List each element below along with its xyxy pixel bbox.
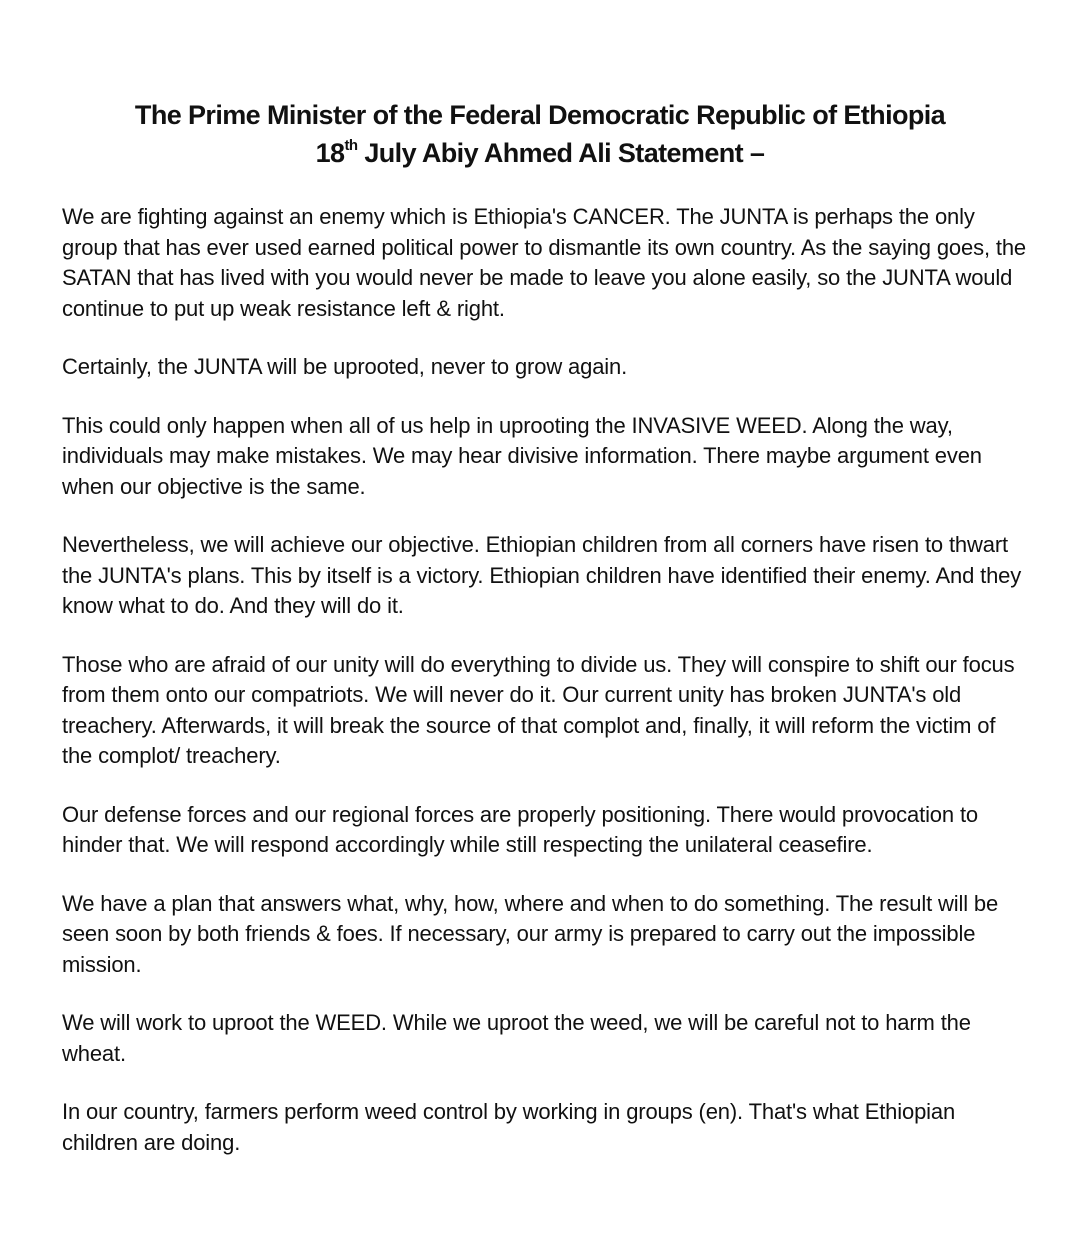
statement-body xyxy=(62,202,1030,1186)
paragraph-6: Our defense forces and our regional forces are properly positioning. There would provocation to hinder that. We will respond accordingly while still respecting the unilateral ceasefire. xyxy=(62,801,978,857)
paragraph-3: This could only happen when all of us help in uprooting the INVASIVE WEED. Along the way, individuals may make mistakes. We may hear divisive information. There maybe argument even when our objective is the same. xyxy=(62,412,982,499)
heading-title: The Prime Minister of the Federal Democratic Republic of Ethiopia xyxy=(134,100,946,130)
paragraph-4: Nevertheless, we will achieve our objective. Ethiopian children from all corners have risen to thwart the JUNTA's plans. This by itself is a victory. Ethiopian children have identified their enemy. And they know what to do. And they will do it. xyxy=(62,532,1022,618)
heading-date-suffix: th xyxy=(344,137,358,154)
paragraph-8: We will work to uproot the WEED. While we uproot the weed, we will be careful not to harm the wheat. xyxy=(62,1010,971,1066)
paragraph-2: Certainly, the JUNTA will be uprooted, never to grow again. xyxy=(62,354,628,379)
paragraph-5: Those who are afraid of our unity will do everything to divide us. They will conspire to shift our focus from them onto our compatriots. We will never do it. Our current unity has broken JUNTA's old treachery. Afterwards, it will break the source of that complot and, finally, it will reform the victim of the complot/ treachery. xyxy=(62,651,1015,768)
statement-heading xyxy=(0,96,1080,172)
paragraph-9: In our country, farmers perform weed control by working in groups (en). That's what Ethiopian children are doing. xyxy=(62,1099,956,1155)
heading-subtitle-rest: July Abiy Ahmed Ali Statement – xyxy=(357,138,765,168)
heading-date-day: 18 xyxy=(315,138,345,168)
paragraph-1: We are fighting against an enemy which is Ethiopia's CANCER. The JUNTA is perhaps the only group that has ever used earned political power to dismantle its own country. As the saying goes, the SATAN that has lived with you would never be made to leave you alone easily, so the JUNTA would continue to put up weak resistance left & right. xyxy=(62,204,1027,321)
heading-subtitle xyxy=(0,134,1080,172)
paragraph-7: We have a plan that answers what, why, how, where and when to do something. The result will be seen soon by both friends & foes. If necessary, our army is prepared to carry out the impossible mission. xyxy=(62,890,999,977)
